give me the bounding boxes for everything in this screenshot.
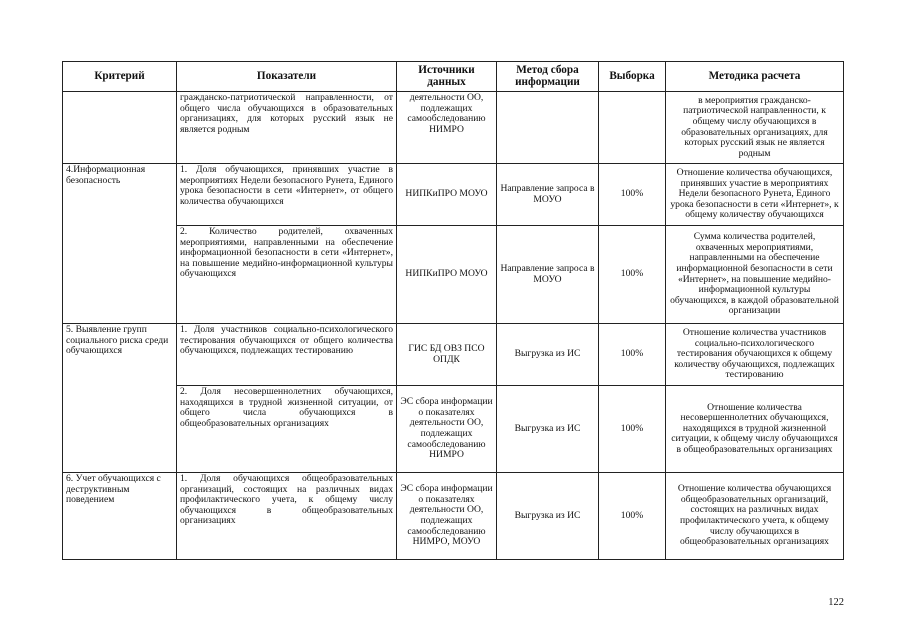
sample-cell: 100% [599, 164, 666, 226]
header-sources: Источники данных [397, 62, 497, 92]
header-criterion: Критерий [63, 62, 177, 92]
calculation-cell: в мероприятия гражданско-патриотической направленности, к общему числу обучающихся в образовательных организациях, для которых русский язык не является родным [666, 92, 844, 164]
table-row [63, 164, 844, 226]
method-cell: Выгрузка из ИС [497, 473, 599, 560]
source-cell: НИПКиПРО МОУО [397, 226, 497, 324]
table-row [63, 386, 844, 473]
indicator-cell: 1. Доля обучающихся, принявших участие в мероприятиях Недели безопасного Рунета, Единого урока безопасности в сети «Интернет», от общего количества обучающихся [177, 164, 397, 226]
method-cell: Направление запроса в МОУО [497, 164, 599, 226]
table-row [63, 473, 844, 560]
table-row [63, 92, 844, 164]
table-row [63, 226, 844, 324]
indicator-cell: гражданско-патриотической направленности, от общего числа обучающихся в образовательных организациях, для которых русский язык не является родным [177, 92, 397, 164]
criterion-cell [63, 92, 177, 164]
calculation-cell: Сумма количества родителей, охваченных мероприятиями, направленными на обеспечение информационной безопасности в сети «Интернет», на повышение медийно-информационной культуры обучающихся, в каждой образовательной организации [666, 226, 844, 324]
table-row [63, 324, 844, 386]
sample-cell: 100% [599, 324, 666, 386]
method-cell [497, 92, 599, 164]
indicator-cell: 2. Доля несовершеннолетних обучающихся, находящихся в трудной жизненной ситуации, от общего числа обучающихся в общеобразовательных организациях [177, 386, 397, 473]
method-cell: Выгрузка из ИС [497, 324, 599, 386]
criterion-cell: 5. Выявление групп социального риска среди обучающихся [63, 324, 177, 473]
sample-cell: 100% [599, 226, 666, 324]
method-cell: Направление запроса в МОУО [497, 226, 599, 324]
source-cell: деятельности ОО, подлежащих самообследованию НИМРО [397, 92, 497, 164]
calculation-cell: Отношение количества несовершеннолетних обучающихся, находящихся в трудной жизненной ситуации, к общему числу обучающихся в общеобразовательных организациях [666, 386, 844, 473]
header-method: Метод сбора информации [497, 62, 599, 92]
indicator-cell: 1. Доля участников социально-психологического тестирования обучающихся от общего количества обучающихся, подлежащих тестированию [177, 324, 397, 386]
table-header-row [63, 62, 844, 92]
source-cell: НИПКиПРО МОУО [397, 164, 497, 226]
sample-cell: 100% [599, 473, 666, 560]
header-calculation: Методика расчета [666, 62, 844, 92]
header-indicators: Показатели [177, 62, 397, 92]
indicator-cell: 2. Количество родителей, охваченных мероприятиями, направленными на обеспечение информационной безопасности в сети «Интернет», на повышение медийно-информационной культуры обучающихся [177, 226, 397, 324]
criterion-cell: 6. Учет обучающихся с деструктивным поведением [63, 473, 177, 560]
sample-cell [599, 92, 666, 164]
header-sample: Выборка [599, 62, 666, 92]
source-cell: ЭС сбора информации о показателях деятельности ОО, подлежащих самообследованию НИМРО, МОУО [397, 473, 497, 560]
page-number: 122 [828, 597, 844, 608]
criterion-cell: 4.Информационная безопасность [63, 164, 177, 324]
indicator-cell: 1. Доля обучающихся общеобразовательных организаций, состоящих на различных видах профилактического учета, к общему числу обучающихся в общеобразовательных организациях [177, 473, 397, 560]
calculation-cell: Отношение количества участников социально-психологического тестирования обучающихся к общему количеству обучающихся, подлежащих тестированию [666, 324, 844, 386]
criteria-table [62, 61, 844, 560]
sample-cell: 100% [599, 386, 666, 473]
calculation-cell: Отношение количества обучающихся общеобразовательных организаций, состоящих на различных видах профилактического учета, к общему числу обучающихся в общеобразовательных организациях [666, 473, 844, 560]
source-cell: ЭС сбора информации о показателях деятельности ОО, подлежащих самообследованию НИМРО [397, 386, 497, 473]
source-cell: ГИС БД ОВЗ ПСО ОПДК [397, 324, 497, 386]
calculation-cell: Отношение количества обучающихся, принявших участие в мероприятиях Недели безопасного Рунета, Единого урока безопасности в сети «Интернет», к общему количеству обучающихся [666, 164, 844, 226]
method-cell: Выгрузка из ИС [497, 386, 599, 473]
